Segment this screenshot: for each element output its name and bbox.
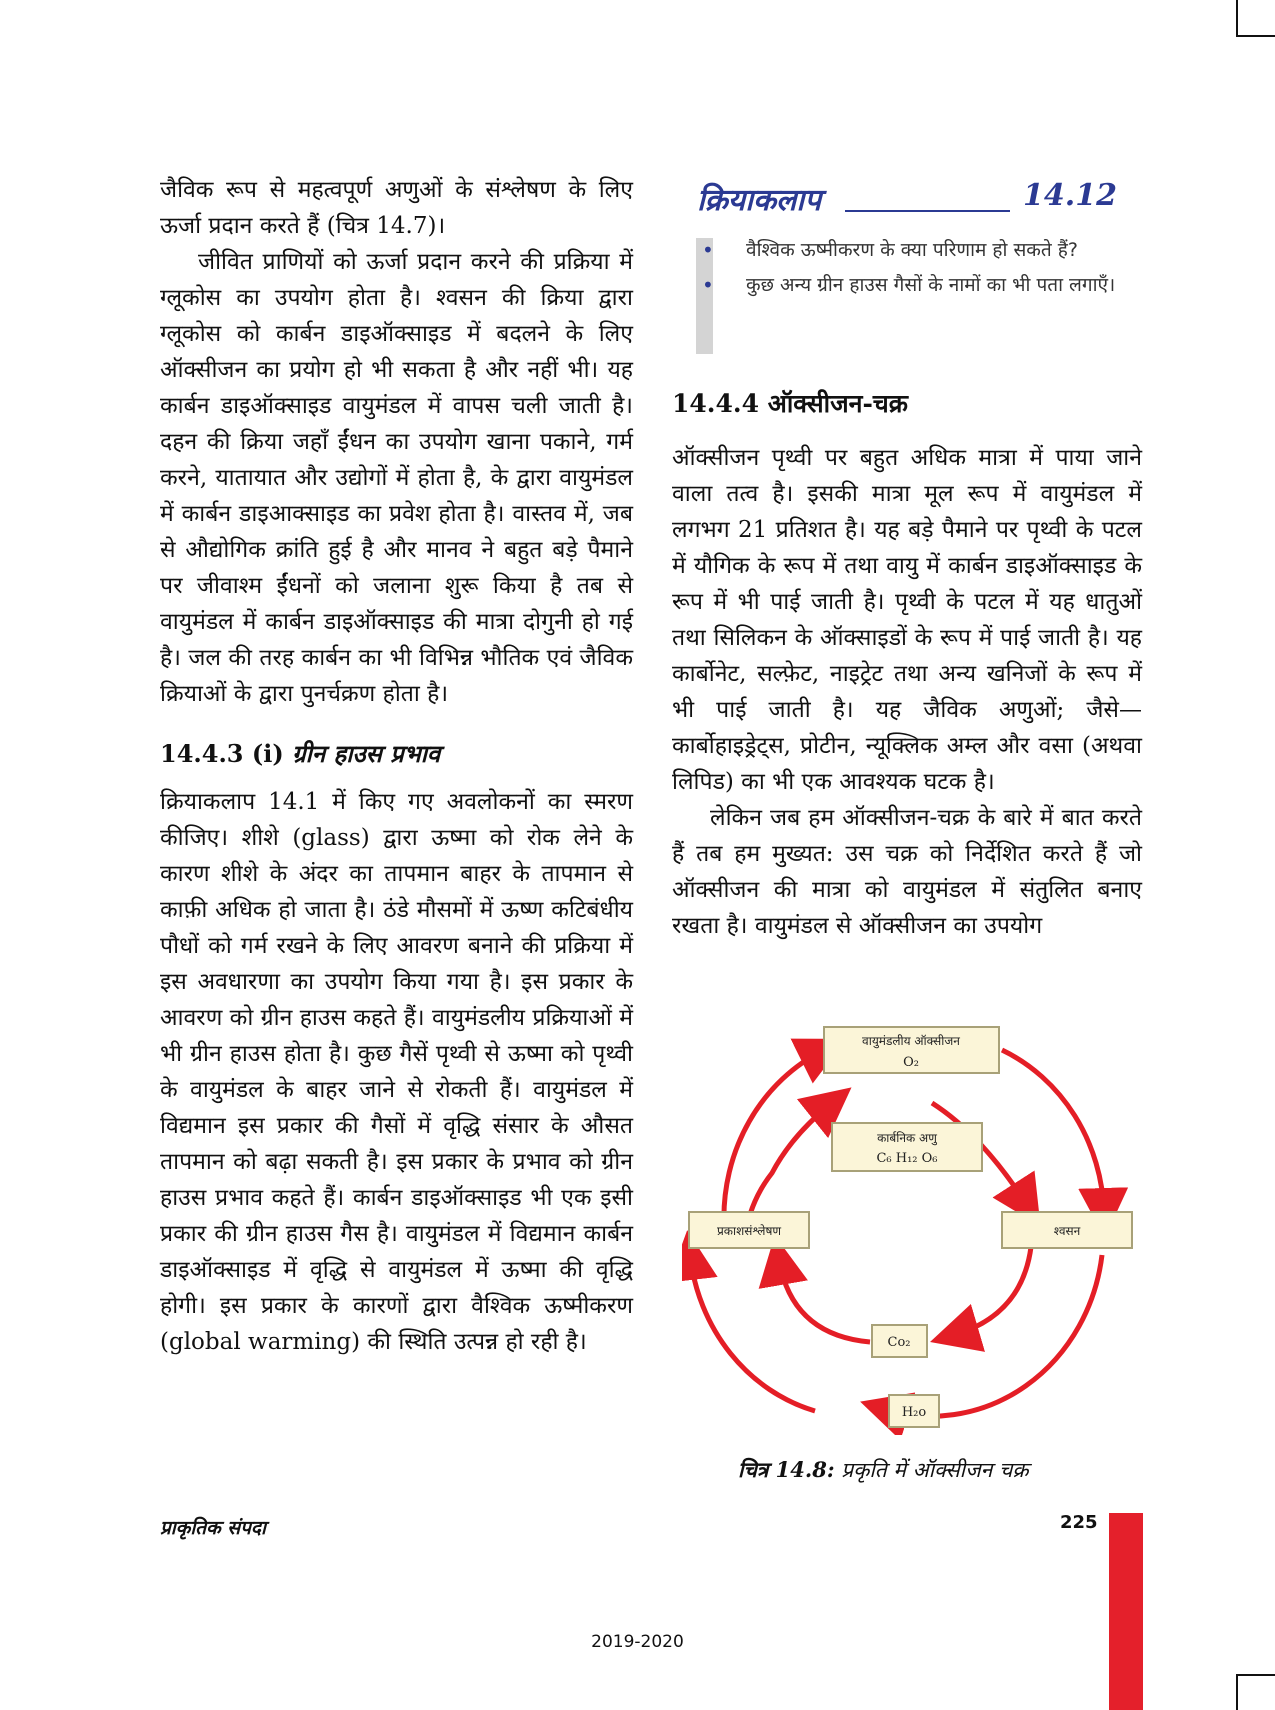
activity-label: क्रियाकलाप <box>697 183 822 218</box>
crop-mark-bottom-horizontal <box>1236 1674 1275 1676</box>
crop-mark-top-horizontal <box>1236 35 1275 37</box>
box-photosynthesis <box>689 1212 809 1248</box>
activity-number: 14.12 <box>1023 178 1117 213</box>
bullet-icon: • <box>702 238 714 262</box>
page-marker-red-bar <box>1109 1513 1143 1710</box>
left-column <box>160 172 633 1360</box>
right-column <box>672 440 1142 944</box>
box-h2o <box>889 1395 939 1427</box>
box-atmospheric-oxygen <box>824 1027 999 1073</box>
arrow-water-to-photosynthesis <box>690 1255 815 1411</box>
figure-caption-label: चित्र 14.8: <box>738 1457 835 1482</box>
left-para-2: जीवित प्राणियों को ऊर्जा प्रदान करने की प्रक्रिया में ग्लूकोस का उपयोग होता है। श्वसन की क्रिया द्वारा ग्लूकोस को कार्बन डाइऑक्साइड में बदलने के लिए ऑक्सीजन का प्रयोग हो भी सकता है और नहीं भी। यह कार्बन डाइऑक्साइड वायुमंडल में वापस चली जाती है। दहन की क्रिया जहाँ ईंधन का उपयोग खाना पकाने, गर्म करने, यातायात और उद्योगों में होता है, के द्वारा वायुमंडल में कार्बन डाइआक्साइड का प्रवेश होता है। वास्तव में, जब से औद्योगिक क्रांति हुई है और मानव ने बहुत बड़े पैमाने पर जीवाश्म ईंधनों को जलाना शुरू किया है तब से वायुमंडल में कार्बन डाइऑक्साइड की मात्रा दोगुनी हो गई है। जल की तरह कार्बन का भी विभिन्न भौतिक एवं जैविक क्रियाओं के द्वारा पुनर्चक्रण होता है। <box>160 249 633 707</box>
oxygen-cycle-diagram <box>682 1015 1142 1435</box>
glucose-formula: C₆ H₁₂ O₆ <box>876 1151 938 1166</box>
figure-caption-text: प्रकृति में ऑक्सीजन चक्र <box>841 1458 1029 1482</box>
arrow-co2-to-photosynthesis <box>779 1260 870 1342</box>
box-organic-molecule <box>832 1123 982 1171</box>
atmospheric-oxygen-label: वायुमंडलीय ऑक्सीजन <box>862 1034 960 1048</box>
right-para-2: लेकिन जब हम ऑक्सीजन-चक्र के बारे में बात करते हैं तब हम मुख्यत: उस चक्र को निर्देशित करते हैं जो ऑक्सीजन की मात्रा को वायुमंडल में संतुलित बनाए रखता है। वायुमंडल से ऑक्सीजन का उपयोग <box>672 805 1142 939</box>
crop-mark-bottom-vertical <box>1236 1674 1238 1710</box>
box-respiration <box>1002 1212 1132 1248</box>
activity-item <box>700 236 1120 265</box>
activity-title-rule <box>845 210 1010 212</box>
activity-item-text: वैश्विक ऊष्मीकरण के क्या परिणाम हो सकते हैं? <box>746 239 1078 261</box>
section-heading-greenhouse <box>160 736 633 772</box>
left-para-1: जैविक रूप से महत्वपूर्ण अणुओं के संश्लेषण के लिए ऊर्जा प्रदान करते हैं (चित्र 14.7)। <box>160 177 633 239</box>
activity-item <box>700 271 1120 300</box>
section-number: 14.4.3 (i) <box>160 739 284 768</box>
section-heading-oxygen-cycle: 14.4.4 ऑक्सीजन-चक्र <box>672 389 908 418</box>
arrow-respiration-to-co2 <box>954 1247 1031 1335</box>
activity-item-text: कुछ अन्य ग्रीन हाउस गैसों के नामों का भी पता लगाएँ। <box>746 274 1116 296</box>
activity-title <box>697 178 1117 226</box>
organic-molecule-label: कार्बनिक अणु <box>877 1131 937 1145</box>
respiration-label: श्वसन <box>1053 1224 1081 1238</box>
left-para-3: क्रियाकलाप 14.1 में किए गए अवलोकनों का स्मरण कीजिए। शीशे (glass) द्वारा ऊष्मा को रोक लेने के कारण शीशे के अंदर का तापमान बाहर के तापमान से काफ़ी अधिक हो जाता है। ठंडे मौसमों में ऊष्ण कटिबंधीय पौधों को गर्म रखने के लिए आवरण बनाने की प्रक्रिया में इस अवधारणा का उपयोग किया गया है। इस प्रकार के आवरण को ग्रीन हाउस कहते हैं। वायुमंडलीय प्रक्रियाओं में भी ग्रीन हाउस होता है। कुछ गैसें पृथ्वी से ऊष्मा को पृथ्वी के वायुमंडल के बाहर जाने से रोकती हैं। वायुमंडल में विद्यमान इस प्रकार की गैसों में वृद्धि संसार के औसत तापमान को बढ़ा सकती है। इस प्रकार के प्रभाव को ग्रीन हाउस प्रभाव कहते हैं। कार्बन डाइऑक्साइड भी एक इसी प्रकार की ग्रीन हाउस गैस है। वायुमंडल में विद्यमान कार्बन डाइऑक्साइड में वृद्धि से वायुमंडल में ऊष्मा की वृद्धि होगी। इस प्रकार के कारणों द्वारा वैश्विक ऊष्मीकरण (global warming) की स्थिति उत्पन्न हो रही है। <box>160 789 633 1355</box>
co2-label: Co₂ <box>887 1335 911 1350</box>
crop-mark-top-vertical <box>1236 0 1238 36</box>
h2o-label: H₂o <box>901 1405 927 1420</box>
section-title: ग्रीन हाउस प्रभाव <box>292 739 441 768</box>
figure-caption <box>738 1456 1028 1484</box>
activity-list <box>700 236 1120 306</box>
bullet-icon: • <box>702 273 714 297</box>
footer-chapter-name: प्राकृतिक संपदा <box>160 1517 266 1539</box>
photosynthesis-label: प्रकाशसंश्लेषण <box>716 1224 782 1238</box>
arrow-photosynthesis-to-oxygen <box>724 1050 824 1225</box>
page-number: 225 <box>1060 1512 1098 1533</box>
box-co2 <box>872 1325 927 1357</box>
footer-year: 2019-2020 <box>591 1632 684 1652</box>
right-para-1: ऑक्सीजन पृथ्वी पर बहुत अधिक मात्रा में पाया जाने वाला तत्व है। इसकी मात्रा मूल रूप में वायुमंडल में लगभग 21 प्रतिशत है। यह बड़े पैमाने पर पृथ्वी के पटल में यौगिक के रूप में तथा वायु में कार्बन डाइऑक्साइड के रूप में भी पाई जाती है। पृथ्वी के पटल में यह धातुओं तथा सिलिकन के ऑक्साइडों के रूप में पाई जाती है। यह कार्बोनेट, सल्फ़ेट, नाइट्रेट तथा अन्य खनिजों के रूप में भी पाई जाती है। यह जैविक अणुओं; जैसे—कार्बोहाइड्रेट्स, प्रोटीन, न्यूक्लिक अम्ल और वसा (अथवा लिपिड) का भी एक आवश्यक घटक है। <box>672 445 1142 795</box>
o2-formula: O₂ <box>903 1055 919 1070</box>
